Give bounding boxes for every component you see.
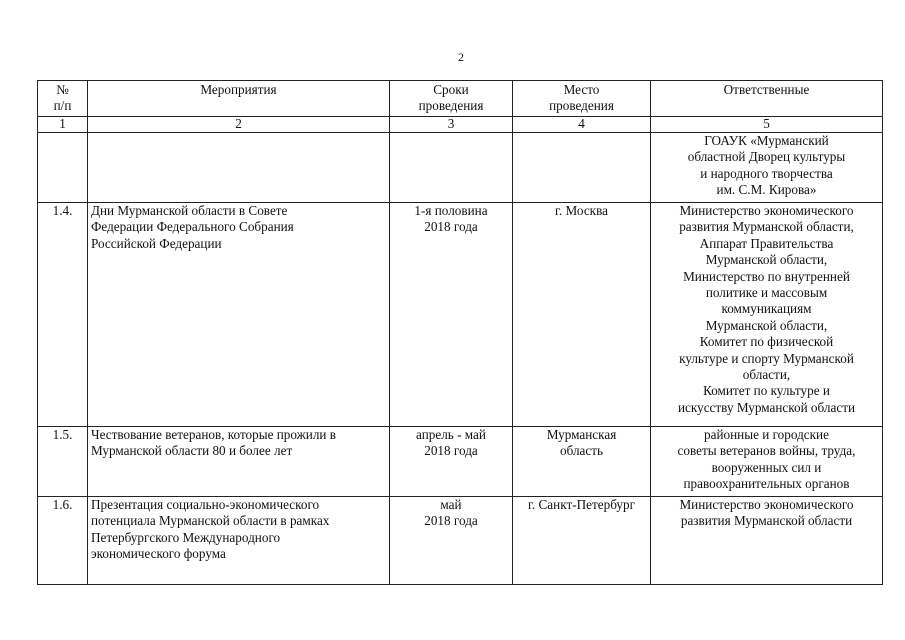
row-number: 1.6. <box>38 497 88 585</box>
place-cell-line: г. Санкт-Петербург <box>528 497 635 512</box>
table-body <box>38 133 883 585</box>
event-cell-line: Чествование ветеранов, которые прожили в <box>91 427 336 442</box>
table-row <box>38 427 883 497</box>
header-line: Ответственные <box>723 82 810 97</box>
dates-cell-line: апрель - май <box>416 427 486 442</box>
responsible-cell-line: политике и массовым <box>705 285 828 301</box>
table-row <box>38 133 883 203</box>
column-number: 4 <box>513 117 651 133</box>
responsible-cell-line: Министерство экономического <box>679 203 854 218</box>
column-number: 3 <box>390 117 513 133</box>
dates-cell <box>390 497 513 585</box>
event-cell-line: Российской Федерации <box>91 235 222 251</box>
responsible-cell-line: вооруженных сил и <box>711 459 822 475</box>
table-header-row <box>38 81 883 117</box>
column-number: 1 <box>38 117 88 133</box>
responsible-cell-line: развития Мурманской области, <box>679 219 854 235</box>
responsible-cell-line: Комитет по культуре и <box>703 383 830 399</box>
responsible-cell <box>651 427 883 497</box>
column-number: 2 <box>88 117 390 133</box>
responsible-cell <box>651 133 883 203</box>
event-cell <box>88 133 390 203</box>
responsible-cell-line: советы ветеранов войны, труда, <box>677 443 856 459</box>
event-cell-line: Презентация социально-экономического <box>91 497 320 512</box>
header-line: Мероприятия <box>200 82 277 97</box>
column-number: 5 <box>651 117 883 133</box>
place-cell <box>513 133 651 203</box>
dates-cell-line: май <box>440 497 462 512</box>
responsible-cell-line: правоохранительных органов <box>683 476 850 492</box>
dates-cell-line: 1-я половина <box>414 203 488 218</box>
place-cell <box>513 427 651 497</box>
dates-cell <box>390 427 513 497</box>
header-dates <box>390 81 513 117</box>
responsible-cell-line: коммуникациям <box>721 301 812 317</box>
column-number-row <box>38 117 883 133</box>
dates-cell-line: 2018 года <box>424 443 478 459</box>
responsible-cell-line: Мурманской области, <box>705 252 828 268</box>
header-line: проведения <box>549 98 614 114</box>
header-events <box>88 81 390 117</box>
place-cell-line: область <box>559 443 604 459</box>
event-cell-line: Мурманской области 80 и более лет <box>91 443 293 459</box>
table-row <box>38 497 883 585</box>
place-cell-line: Мурманская <box>546 427 617 442</box>
header-line: проведения <box>418 98 484 114</box>
header-number <box>38 81 88 117</box>
dates-cell-line: 2018 года <box>424 513 478 529</box>
event-cell <box>88 427 390 497</box>
responsible-cell-line: развития Мурманской области <box>680 513 853 529</box>
event-cell-line: экономического форума <box>91 546 226 562</box>
responsible-cell-line: областной Дворец культуры <box>687 149 846 165</box>
responsible-cell <box>651 203 883 427</box>
header-line: Сроки <box>433 82 469 97</box>
responsible-cell-line: культуре и спорту Мурманской <box>679 350 854 366</box>
place-cell-line: г. Москва <box>555 203 608 218</box>
responsible-cell-line: ГОАУК «Мурманский <box>704 133 829 148</box>
responsible-cell-line: им. С.М. Кирова» <box>716 182 817 198</box>
responsible-cell-line: искусству Мурманской области <box>677 399 856 415</box>
header-line: п/п <box>53 98 72 114</box>
responsible-cell-line: области, <box>742 367 791 383</box>
header-line: № <box>56 82 69 97</box>
place-cell <box>513 203 651 427</box>
event-cell-line: потенциала Мурманской области в рамках <box>91 513 330 529</box>
responsible-cell-line: районные и городские <box>704 427 829 442</box>
header-place <box>513 81 651 117</box>
dates-cell <box>390 133 513 203</box>
place-cell <box>513 497 651 585</box>
dates-cell <box>390 203 513 427</box>
responsible-cell-line: Комитет по физической <box>699 334 834 350</box>
responsible-cell-line: Министерство экономического <box>679 497 854 512</box>
event-cell-line: Федерации Федерального Собрания <box>91 219 294 235</box>
event-cell-line: Петербургского Международного <box>91 529 281 545</box>
responsible-cell-line: и народного творчества <box>700 165 833 181</box>
header-responsible <box>651 81 883 117</box>
row-number <box>38 133 88 203</box>
event-cell-line: Дни Мурманской области в Совете <box>91 203 288 218</box>
event-cell <box>88 497 390 585</box>
dates-cell-line: 2018 года <box>424 219 478 235</box>
row-number: 1.5. <box>38 427 88 497</box>
responsible-cell-line: Аппарат Правительства <box>699 235 834 251</box>
event-cell <box>88 203 390 427</box>
page-number: 2 <box>458 50 464 64</box>
events-table <box>37 80 883 585</box>
table-row <box>38 203 883 427</box>
responsible-cell-line: Мурманской области, <box>705 317 828 333</box>
header-line: Место <box>563 82 600 97</box>
row-number: 1.4. <box>38 203 88 427</box>
responsible-cell-line: Министерство по внутренней <box>683 268 850 284</box>
responsible-cell <box>651 497 883 585</box>
